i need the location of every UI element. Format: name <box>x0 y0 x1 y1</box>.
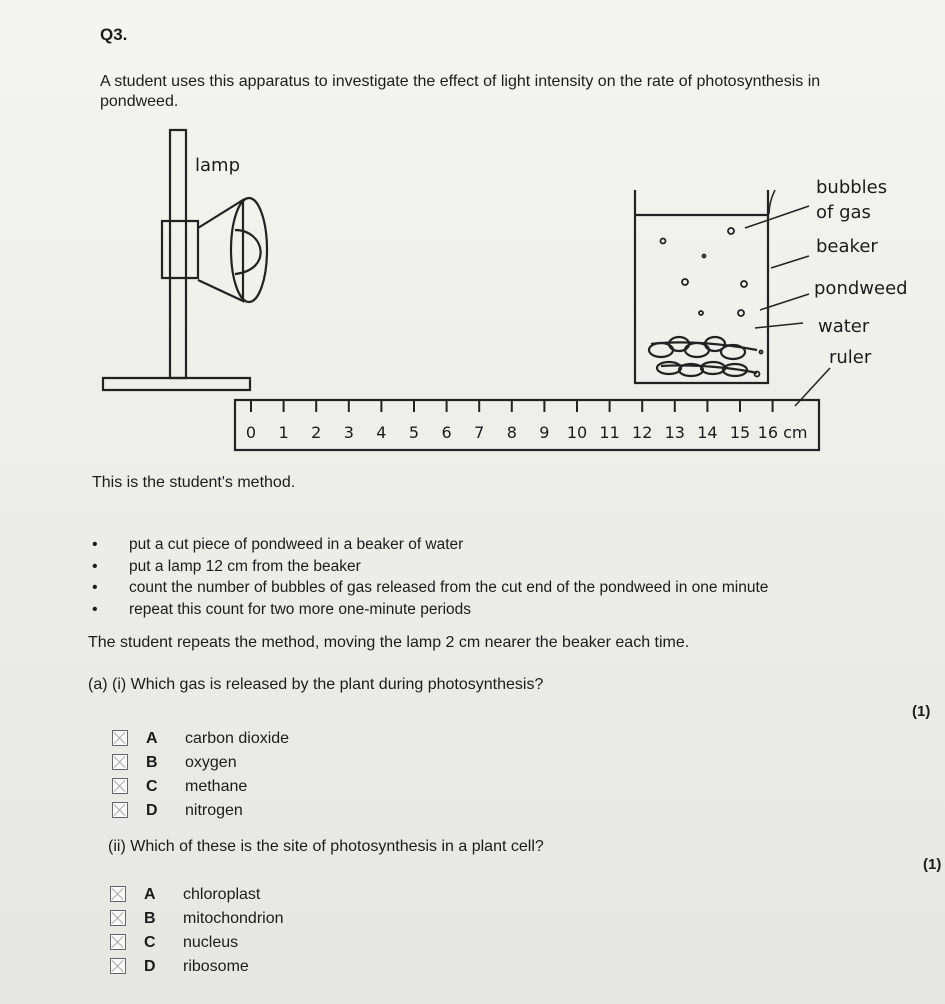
option-text: carbon dioxide <box>185 730 290 747</box>
gas-bubbles <box>661 228 763 377</box>
marks-a-i: (1) <box>912 703 931 720</box>
ruler-number: 15 <box>729 423 751 442</box>
option-text: oxygen <box>185 754 237 771</box>
ruler-number: 9 <box>539 423 550 442</box>
pondweed-drawing <box>649 337 757 376</box>
label-beaker: beaker <box>816 236 878 257</box>
ruler-number: 12 <box>632 423 653 442</box>
label-ruler: ruler <box>829 347 872 368</box>
ruler-number: 2 <box>311 423 322 442</box>
lamp-bulb <box>235 230 261 274</box>
label-bubbles: bubbles <box>816 177 888 198</box>
label-of-gas: of gas <box>816 202 871 223</box>
marks-a-ii: (1) <box>923 856 942 873</box>
option-letter: A <box>146 730 158 747</box>
option-text: ribosome <box>183 958 249 975</box>
option-letter: A <box>144 886 156 903</box>
option-b[interactable] <box>110 908 370 932</box>
method-title: This is the student's method. <box>92 474 296 491</box>
answer-checkbox[interactable] <box>112 802 128 818</box>
option-text: nitrogen <box>185 802 243 819</box>
option-letter: D <box>144 958 156 975</box>
label-pondweed: pondweed <box>814 278 908 299</box>
ruler-number: 14 <box>697 423 718 442</box>
apparatus-diagram <box>85 118 915 458</box>
option-text: methane <box>185 778 248 795</box>
option-d[interactable] <box>112 800 372 824</box>
option-a[interactable] <box>112 728 372 752</box>
option-text: mitochondrion <box>183 910 284 927</box>
question-a-ii: (ii) Which of these is the site of photosynthesis in a plant cell? <box>108 838 544 855</box>
options-a-ii <box>110 884 370 980</box>
ruler-number: 4 <box>376 423 387 442</box>
answer-checkbox[interactable] <box>112 730 128 746</box>
option-a[interactable] <box>110 884 370 908</box>
label-lamp: lamp <box>195 155 240 176</box>
answer-checkbox[interactable] <box>110 958 126 974</box>
method-step: • count the number of bubbles of gas released from the cut end of the pondweed in one minute <box>92 577 892 599</box>
ruler-number: 7 <box>474 423 485 442</box>
answer-checkbox[interactable] <box>110 910 126 926</box>
lamp-stand-pole <box>170 130 186 378</box>
options-a-i <box>112 728 372 824</box>
ruler-number: 5 <box>408 423 420 442</box>
option-letter: D <box>146 802 158 819</box>
method-step: • repeat this count for two more one-minute periods <box>92 599 892 621</box>
question-number: Q3. <box>100 25 128 44</box>
answer-checkbox[interactable] <box>112 754 128 770</box>
option-b[interactable] <box>112 752 372 776</box>
ruler-number: 16 cm <box>757 423 808 442</box>
ruler-number: 3 <box>343 423 354 442</box>
lamp-clamp <box>162 221 198 278</box>
lamp-stand-base <box>103 378 250 390</box>
option-letter: C <box>146 778 158 795</box>
option-d[interactable] <box>110 956 370 980</box>
ruler-number: 6 <box>441 423 452 442</box>
repeat-statement: The student repeats the method, moving the lamp 2 cm nearer the beaker each time. <box>88 634 690 651</box>
beaker-outline <box>635 190 768 383</box>
ruler-number: 11 <box>599 423 620 442</box>
option-text: chloroplast <box>183 886 261 903</box>
option-c[interactable] <box>112 776 372 800</box>
method-step: • put a lamp 12 cm from the beaker <box>92 556 892 578</box>
option-letter: B <box>146 754 158 771</box>
ruler-ticks <box>251 400 773 412</box>
answer-checkbox[interactable] <box>110 886 126 902</box>
method-steps <box>92 534 892 620</box>
ruler-numbers <box>246 423 808 442</box>
answer-checkbox[interactable] <box>110 934 126 950</box>
option-c[interactable] <box>110 932 370 956</box>
question-intro: A student uses this apparatus to investigate the effect of light intensity on the rate of photosynthesis in pondweed. <box>100 73 821 110</box>
option-text: nucleus <box>183 934 239 951</box>
option-letter: B <box>144 910 156 927</box>
ruler-number: 0 <box>245 423 257 442</box>
ruler-number: 1 <box>278 423 289 442</box>
ruler-number: 8 <box>506 423 517 442</box>
method-step: • put a cut piece of pondweed in a beaker of water <box>92 534 892 556</box>
question-a-i: (a) (i) Which gas is released by the plant during photosynthesis? <box>88 676 544 693</box>
lamp-rim <box>231 198 267 302</box>
label-water: water <box>818 316 870 337</box>
ruler-number: 10 <box>566 423 588 442</box>
answer-checkbox[interactable] <box>112 778 128 794</box>
ruler-number: 13 <box>664 423 685 442</box>
option-letter: C <box>144 934 156 951</box>
